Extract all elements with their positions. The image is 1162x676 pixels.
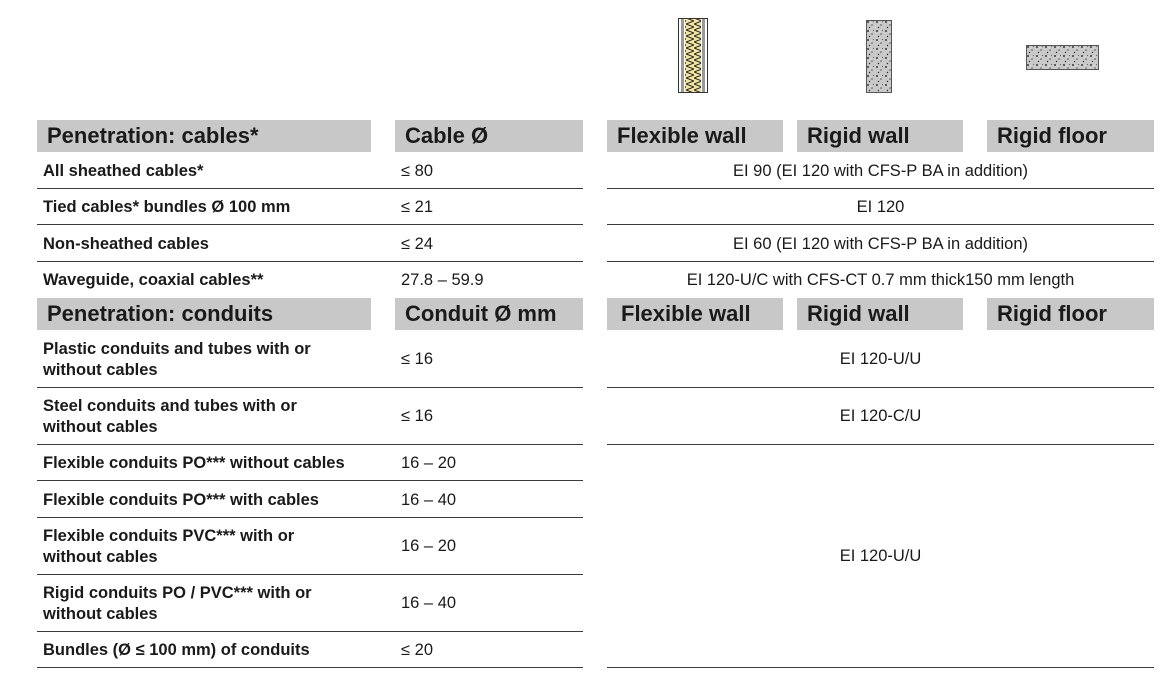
cables-header-rigid-wall: Rigid wall bbox=[797, 120, 963, 152]
conduits-row-diameter: 16 – 40 bbox=[401, 491, 457, 509]
conduits-rating: EI 120-C/U bbox=[839, 407, 922, 425]
cables-row-label: Waveguide, coaxial cables** bbox=[43, 271, 264, 289]
conduits-row-label-line: Steel conduits and tubes with or bbox=[43, 397, 297, 415]
conduits-row-label: Flexible conduits PO*** with cables bbox=[43, 491, 319, 509]
row-divider bbox=[37, 480, 583, 481]
cables-row-rating: EI 120-U/C with CFS-CT 0.7 mm thick150 mm length bbox=[686, 271, 1075, 289]
conduits-row-diameter: 16 – 20 bbox=[401, 454, 457, 472]
cables-row-diameter: ≤ 24 bbox=[401, 235, 433, 253]
cables-row-diameter: ≤ 80 bbox=[401, 162, 433, 180]
cables-header-flexible-wall: Flexible wall bbox=[607, 120, 783, 152]
cables-row-rating: EI 120 bbox=[856, 198, 905, 216]
row-divider bbox=[607, 444, 1154, 445]
conduits-row-label-line: without cables bbox=[43, 418, 158, 436]
conduits-row-label-line: Flexible conduits PVC*** with or bbox=[43, 527, 295, 545]
row-divider bbox=[37, 631, 583, 632]
conduits-rating: EI 120-U/U bbox=[839, 350, 922, 368]
row-divider bbox=[607, 224, 1154, 225]
conduits-row-label bbox=[43, 396, 373, 438]
conduits-row-label: Bundles (Ø ≤ 100 mm) of conduits bbox=[43, 641, 310, 659]
conduits-row-label bbox=[43, 339, 373, 381]
conduits-row-label bbox=[43, 526, 373, 568]
conduits-header-flexible-wall: Flexible wall bbox=[607, 298, 783, 330]
conduits-row-diameter: ≤ 20 bbox=[401, 641, 433, 659]
conduits-row-diameter: 16 – 20 bbox=[401, 537, 457, 555]
conduits-row-label-line: Rigid conduits PO / PVC*** with or bbox=[43, 584, 312, 602]
row-divider bbox=[37, 261, 583, 262]
cables-row-label: All sheathed cables* bbox=[43, 162, 204, 180]
cables-row-rating: EI 60 (EI 120 with CFS-P BA in addition) bbox=[732, 235, 1028, 253]
cables-row-diameter: 27.8 – 59.9 bbox=[401, 271, 484, 289]
cables-header-diameter: Cable Ø bbox=[395, 120, 583, 152]
cables-row-label: Non-sheathed cables bbox=[43, 235, 209, 253]
table-bottom-divider bbox=[37, 667, 583, 668]
cables-row-rating: EI 90 (EI 120 with CFS-P BA in addition) bbox=[732, 162, 1028, 180]
cables-row-diameter: ≤ 21 bbox=[401, 198, 433, 216]
table-bottom-divider bbox=[607, 667, 1154, 668]
row-divider bbox=[37, 224, 583, 225]
conduits-row-diameter: 16 – 40 bbox=[401, 594, 457, 612]
row-divider bbox=[607, 387, 1154, 388]
conduits-row-label: Flexible conduits PO*** without cables bbox=[43, 454, 345, 472]
flexible-wall-icon bbox=[678, 18, 708, 93]
row-divider bbox=[37, 387, 583, 388]
conduits-row-label bbox=[43, 583, 373, 625]
row-divider bbox=[37, 574, 583, 575]
conduits-row-diameter: ≤ 16 bbox=[401, 350, 433, 368]
row-divider bbox=[37, 517, 583, 518]
rigid-wall-icon bbox=[866, 20, 892, 93]
conduits-header-diameter: Conduit Ø mm bbox=[395, 298, 583, 330]
cables-header-label: Penetration: cables* bbox=[37, 120, 371, 152]
rigid-floor-icon bbox=[1026, 45, 1099, 70]
row-divider bbox=[37, 188, 583, 189]
row-divider bbox=[37, 444, 583, 445]
conduits-header-rigid-floor: Rigid floor bbox=[987, 298, 1154, 330]
row-divider bbox=[607, 188, 1154, 189]
conduits-row-diameter: ≤ 16 bbox=[401, 407, 433, 425]
conduits-header-rigid-wall: Rigid wall bbox=[797, 298, 963, 330]
conduits-row-label-line: without cables bbox=[43, 605, 158, 623]
conduits-row-label-line: without cables bbox=[43, 361, 158, 379]
conduits-row-label-line: Plastic conduits and tubes with or bbox=[43, 340, 311, 358]
row-divider bbox=[607, 261, 1154, 262]
cables-row-label: Tied cables* bundles Ø 100 mm bbox=[43, 198, 291, 216]
cables-header-rigid-floor: Rigid floor bbox=[987, 120, 1154, 152]
conduits-row-label-line: without cables bbox=[43, 548, 158, 566]
conduits-rating: EI 120-U/U bbox=[839, 547, 922, 565]
conduits-header-label: Penetration: conduits bbox=[37, 298, 371, 330]
